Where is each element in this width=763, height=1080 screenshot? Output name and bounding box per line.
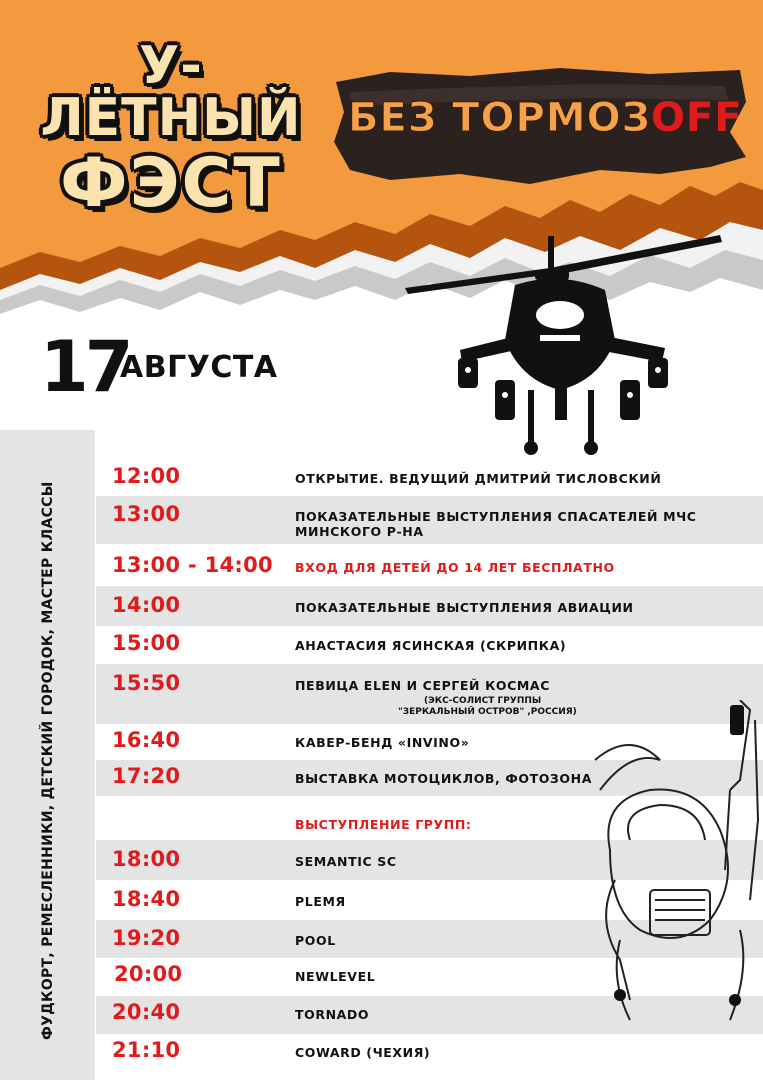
schedule-event-note: "ЗЕРКАЛЬНЫЙ ОСТРОВ" ,РОССИЯ) xyxy=(398,707,577,717)
festival-title-line1: У-ЛЁТНЫЙ xyxy=(40,36,302,148)
slogan xyxy=(348,95,743,141)
side-amenities-text: ФУДКОРТ, РЕМЕСЛЕННИКИ, ДЕТСКИЙ ГОРОДОК, МАСТЕР КЛАССЫ xyxy=(40,481,56,1040)
schedule-event: POOL xyxy=(295,933,336,948)
schedule-time: 12:00 xyxy=(112,464,181,488)
slogan-main: БЕЗ ТОРМОЗ xyxy=(348,95,651,141)
schedule-time: 16:40 xyxy=(112,728,181,752)
schedule-time: 19:20 xyxy=(112,926,181,950)
schedule-time: 17:20 xyxy=(112,764,181,788)
schedule-time: 13:00 - 14:00 xyxy=(112,553,273,577)
schedule-row xyxy=(96,586,763,626)
date-day: 17 xyxy=(40,326,130,408)
schedule-event: ОТКРЫТИЕ. ВЕДУЩИЙ ДМИТРИЙ ТИСЛОВСКИЙ xyxy=(295,471,662,486)
schedule-event: NEWLEVEL xyxy=(295,969,376,984)
schedule-event: ВХОД ДЛЯ ДЕТЕЙ ДО 14 ЛЕТ БЕСПЛАТНО xyxy=(295,560,615,575)
schedule-event: ВЫСТАВКА МОТОЦИКЛОВ, ФОТОЗОНА xyxy=(295,771,592,786)
schedule-event: PLEMЯ xyxy=(295,894,346,909)
schedule-time: 15:00 xyxy=(112,631,181,655)
schedule-time: 13:00 xyxy=(112,502,181,526)
date-month: АВГУСТА xyxy=(120,350,278,385)
schedule-event-note: (ЭКС-СОЛИСТ ГРУППЫ xyxy=(424,696,542,706)
schedule-row xyxy=(96,626,763,664)
schedule-time: 20:40 xyxy=(112,1000,181,1024)
schedule-event: ПЕВИЦА ELEN И СЕРГЕЙ КОСМАС xyxy=(295,678,550,693)
schedule-time: 18:40 xyxy=(112,887,181,911)
schedule-event: КАВЕР-БЕНД «INVINO» xyxy=(295,735,470,750)
schedule-time: 14:00 xyxy=(112,593,181,617)
schedule-row xyxy=(96,496,763,544)
festival-title-line2: ФЭСТ xyxy=(60,144,282,223)
schedule-row xyxy=(96,544,763,586)
guitar-illustration xyxy=(590,700,763,1030)
helicopter-illustration xyxy=(400,230,730,465)
schedule-event: АНАСТАСИЯ ЯСИНСКАЯ (СКРИПКА) xyxy=(295,638,567,653)
schedule-section-heading: ВЫСТУПЛЕНИЕ ГРУПП: xyxy=(295,817,472,832)
festival-title xyxy=(26,36,316,223)
schedule-event: SEMANTIC SC xyxy=(295,854,397,869)
schedule-time: 21:10 xyxy=(112,1038,181,1062)
schedule-event: ПОКАЗАТЕЛЬНЫЕ ВЫСТУПЛЕНИЯ СПАСАТЕЛЕЙ МЧС xyxy=(295,509,697,524)
schedule-time: 18:00 xyxy=(112,847,181,871)
schedule-row xyxy=(96,458,763,496)
schedule-event: COWARD (ЧЕХИЯ) xyxy=(295,1045,431,1060)
schedule-row xyxy=(96,1034,763,1074)
schedule-time: 15:50 xyxy=(112,671,181,695)
slogan-accent: OFF xyxy=(651,95,743,141)
schedule-event: ПОКАЗАТЕЛЬНЫЕ ВЫСТУПЛЕНИЯ АВИАЦИИ xyxy=(295,600,634,615)
schedule-time: 20:00 xyxy=(114,962,183,986)
schedule-event-line2: МИНСКОГО Р-НА xyxy=(295,524,424,539)
schedule-event: TORNADO xyxy=(295,1007,370,1022)
